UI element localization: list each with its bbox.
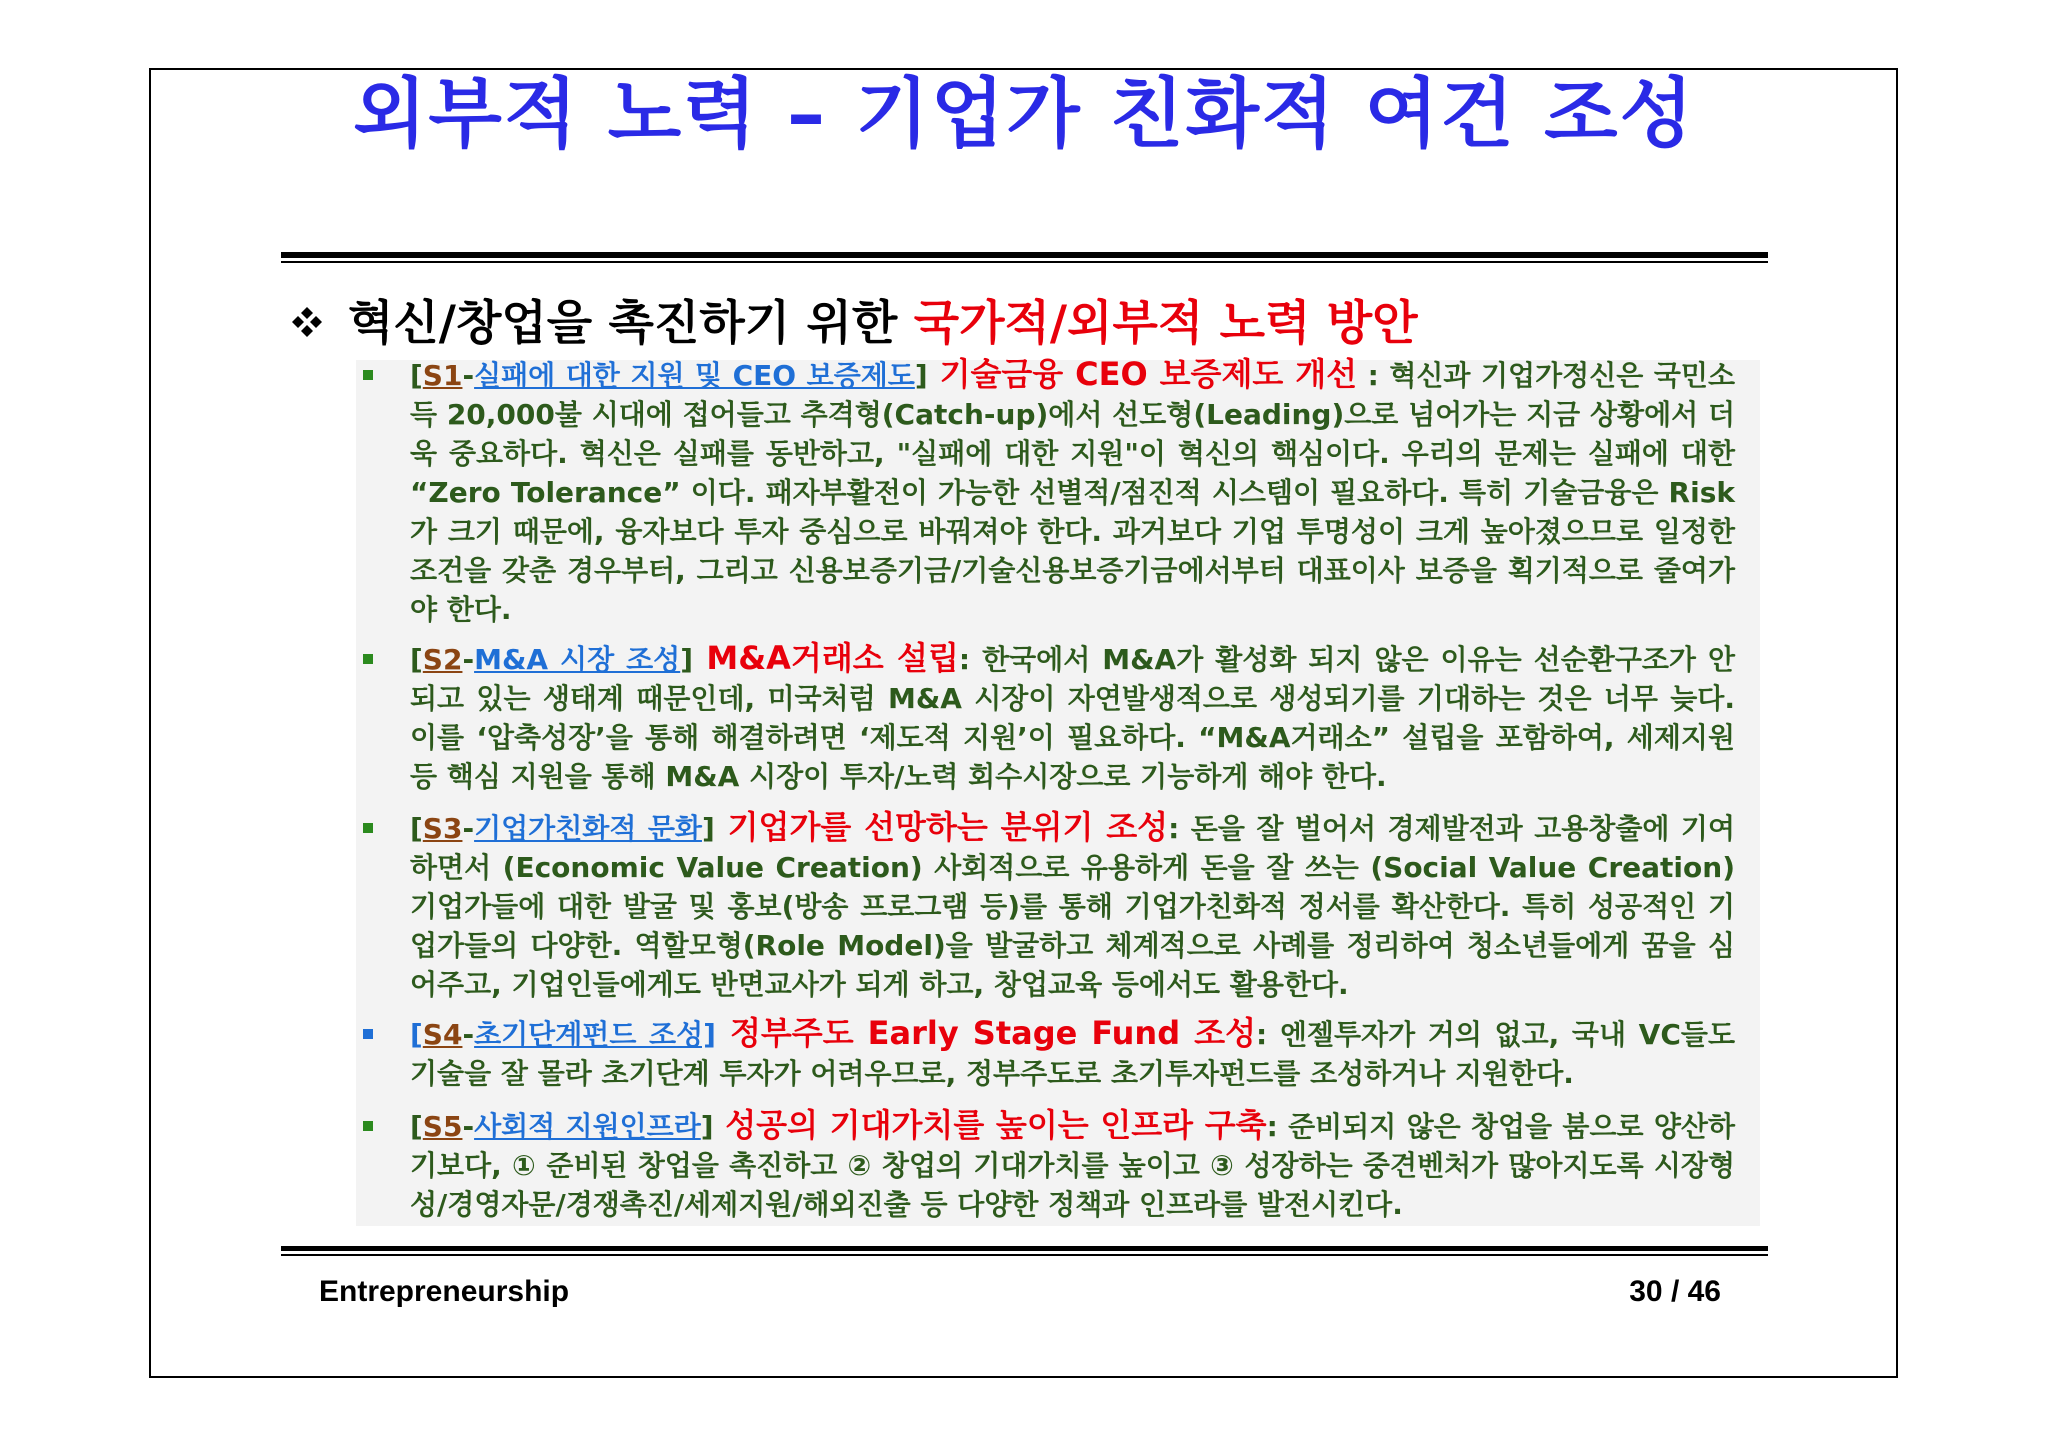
square-bullet-icon — [363, 654, 373, 664]
footer-course-name: Entrepreneurship — [319, 1275, 570, 1308]
item-code[interactable]: S4 — [422, 1018, 463, 1051]
square-bullet-icon — [363, 823, 373, 833]
item-body: : 준비되지 않은 창업을 붐으로 양산하기보다, ① 준비된 창업을 촉진하고 ② 창업의 기대가치를 높이고 ③ 성장하는 중견벤처가 많아지도록 시장형성/경영자문/경쟁촉진/세제지원/해외진출 등 다양한 정책과 인프라를 발전시킨다. — [410, 1110, 1735, 1221]
item-body: : 혁신과 기업가정신은 국민소득 20,000불 시대에 접어들고 추격형(Catch-up)에서 선도형(Leading)으로 넘어가는 지금 상황에서 더욱 중요하다. 혁신은 실패를 동반하고, "실패에 대한 지원"이 혁신의 핵심이다. 우리의 문제는 실패에 대한 “Zero Tolerance” 이다. 패자부활전이 가능한 선별적/점진적 시스템이 필요하다. 특히 기술금융은 Risk가 크기 때문에, 융자보다 투자 중심으로 바꿔져야 한다. 과거보다 기업 투명성이 크게 높아졌으므로 일정한 조건을 갖춘 경우부터, 그리고 신용보증기금/기술신용보증기금에서부터 대표이사 보증을 획기적으로 줄여가야 한다. — [410, 359, 1735, 626]
heading-prefix: 혁신/창업을 촉진하기 위한 — [348, 296, 914, 351]
dash: - — [462, 643, 475, 676]
item-headline: M&A거래소 설립 — [693, 639, 959, 677]
square-bullet-icon — [363, 1121, 373, 1131]
square-bullet-icon — [363, 1029, 373, 1039]
heading-highlight: 국가적/외부적 노력 방안 — [913, 296, 1418, 351]
item-headline: 기술금융 CEO 보증제도 개선 — [927, 355, 1358, 393]
bracket: ] — [700, 1110, 714, 1143]
dash: - — [462, 359, 475, 392]
item-body: : 돈을 잘 벌어서 경제발전과 고용창출에 기여하면서 (Economic Value Creation) 사회적으로 유용하게 돈을 잘 쓰는 (Social Value Creation) 기업가들에 대한 발굴 및 홍보(방송 프로그램 등)를 통해 기업가친화적 정서를 확산한다. 특히 성공적인 기업가들의 다양한. 역할모형(Role Model)을 발굴하고 체계적으로 사례를 정리하여 청소년들에게 꿈을 심어주고, 기업인들에게도 반면교사가 되게 하고, 창업교육 등에서도 활용한다. — [410, 812, 1736, 1001]
square-bullet-icon — [363, 370, 373, 380]
page-number: 30 / 46 — [1629, 1275, 1721, 1308]
dash: - — [462, 812, 475, 845]
item-code[interactable]: S1 — [422, 359, 463, 392]
title-divider-thin — [281, 261, 1768, 263]
item-link[interactable]: 기업가친화적 문화 — [474, 812, 702, 845]
item-headline: 기업가를 선망하는 분위기 조성 — [714, 808, 1169, 846]
bracket: [ — [410, 1110, 423, 1143]
bracket: ] — [680, 643, 694, 676]
bracket: [ — [410, 812, 423, 845]
item-body: : 엔젤투자가 거의 없고, 국내 VC들도 기술을 잘 몰라 초기단계 투자가 어려우므로, 정부주도로 초기투자펀드를 조성하거나 지원한다. — [410, 1018, 1735, 1090]
item-link[interactable]: 사회적 지원인프라 — [474, 1110, 701, 1143]
bracket: [ — [410, 643, 423, 676]
bracket: [ — [410, 359, 423, 392]
bracket: ] — [914, 359, 928, 392]
list-item — [355, 1014, 1735, 1093]
item-code[interactable]: S2 — [422, 643, 463, 676]
item-code[interactable]: S3 — [422, 812, 463, 845]
item-link[interactable]: 실패에 대한 지원 및 CEO 보증제도 — [474, 359, 915, 392]
item-link[interactable]: M&A 시장 조성 — [474, 643, 681, 676]
item-link[interactable]: 초기단계펀드 조성] — [474, 1018, 716, 1051]
item-headline: 성공의 기대가치를 높이는 인프라 구축 — [713, 1106, 1267, 1144]
diamond-bullet-icon — [290, 296, 332, 351]
bracket: [ — [410, 1018, 423, 1051]
item-code[interactable]: S5 — [422, 1110, 463, 1143]
list-item — [355, 1106, 1735, 1224]
dash: - — [462, 1110, 475, 1143]
footer-divider-thin — [281, 1254, 1768, 1256]
list-item — [355, 808, 1735, 1004]
section-heading — [290, 286, 1770, 353]
list-item — [355, 355, 1735, 629]
dash: - — [462, 1018, 475, 1051]
footer-divider — [281, 1246, 1768, 1251]
title-divider — [281, 252, 1768, 258]
slide-title: 외부적 노력 – 기업가 친화적 여건 조성 — [353, 69, 1695, 158]
item-body: : 한국에서 M&A가 활성화 되지 않은 이유는 선순환구조가 안되고 있는 생태계 때문인데, 미국처럼 M&A 시장이 자연발생적으로 생성되기를 기대하는 것은 너무 늦다. 이를 ‘압축성장’을 통해 해결하려면 ‘제도적 지원’이 필요하다. “M&A거래소” 설립을 포함하여, 세제지원 등 핵심 지원을 통해 M&A 시장이 투자/노력 회수시장으로 기능하게 해야 한다. — [410, 643, 1736, 793]
item-headline: 정부주도 Early Stage Fund 조성 — [715, 1014, 1257, 1052]
list-item — [355, 639, 1735, 796]
bracket: ] — [701, 812, 715, 845]
